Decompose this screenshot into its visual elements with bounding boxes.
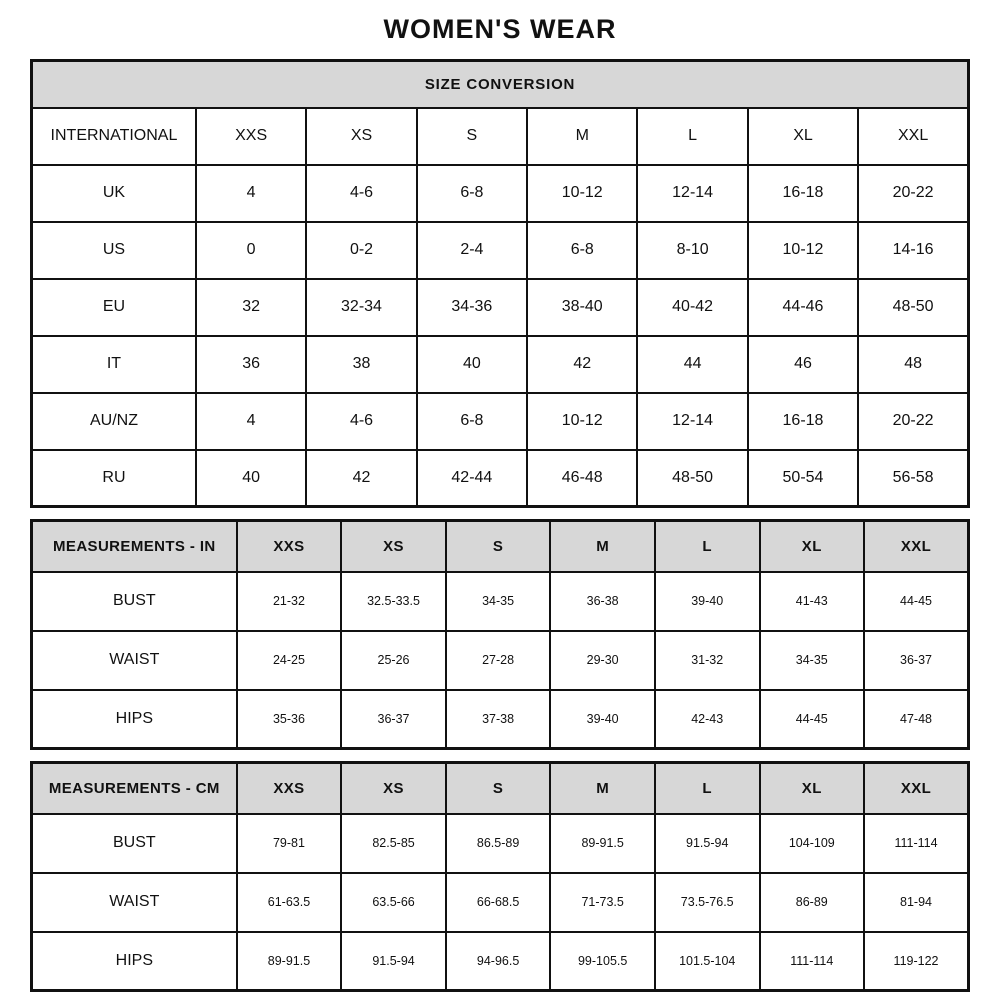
size-value-cell: 32 xyxy=(196,279,306,336)
table-row xyxy=(32,279,969,336)
size-value-cell: 50-54 xyxy=(748,450,858,507)
measurement-label: BUST xyxy=(32,572,237,631)
size-conversion-header: SIZE CONVERSION xyxy=(32,61,969,108)
measurement-value-cell: 101.5-104 xyxy=(655,932,760,991)
size-column-header: XXL xyxy=(864,521,968,572)
size-value-cell: 48-50 xyxy=(858,279,968,336)
table-row xyxy=(32,393,969,450)
measurement-value-cell: 86-89 xyxy=(760,873,865,932)
size-column-header: L xyxy=(655,763,760,814)
measurement-value-cell: 91.5-94 xyxy=(341,932,446,991)
measurement-value-cell: 79-81 xyxy=(237,814,342,873)
measurement-value-cell: 42-43 xyxy=(655,690,760,749)
size-value-cell: 38-40 xyxy=(527,279,637,336)
size-column-header: M xyxy=(527,108,637,165)
size-value-cell: 4 xyxy=(196,165,306,222)
size-value-cell: 40-42 xyxy=(637,279,747,336)
measurement-value-cell: 32.5-33.5 xyxy=(341,572,446,631)
measurement-value-cell: 63.5-66 xyxy=(341,873,446,932)
measurements-in-table xyxy=(30,519,970,750)
column-label: INTERNATIONAL xyxy=(32,108,196,165)
size-value-cell: 56-58 xyxy=(858,450,968,507)
region-label: AU/NZ xyxy=(32,393,196,450)
size-column-header: XXL xyxy=(858,108,968,165)
measurement-label: BUST xyxy=(32,814,237,873)
size-value-cell: 44 xyxy=(637,336,747,393)
measurement-value-cell: 47-48 xyxy=(864,690,968,749)
measurement-value-cell: 66-68.5 xyxy=(446,873,551,932)
table-header-row xyxy=(32,763,969,814)
table-row xyxy=(32,336,969,393)
measurement-value-cell: 36-38 xyxy=(550,572,655,631)
measurement-value-cell: 89-91.5 xyxy=(550,814,655,873)
table-row xyxy=(32,814,969,873)
table-header-row xyxy=(32,108,969,165)
size-value-cell: 20-22 xyxy=(858,393,968,450)
measurement-value-cell: 27-28 xyxy=(446,631,551,690)
size-value-cell: 16-18 xyxy=(748,165,858,222)
measurement-value-cell: 119-122 xyxy=(864,932,968,991)
size-column-header: XS xyxy=(306,108,416,165)
size-value-cell: 42-44 xyxy=(417,450,527,507)
size-value-cell: 40 xyxy=(196,450,306,507)
size-value-cell: 14-16 xyxy=(858,222,968,279)
measurement-label: WAIST xyxy=(32,873,237,932)
measurement-value-cell: 73.5-76.5 xyxy=(655,873,760,932)
measurement-value-cell: 41-43 xyxy=(760,572,865,631)
size-value-cell: 20-22 xyxy=(858,165,968,222)
size-value-cell: 10-12 xyxy=(748,222,858,279)
size-column-header: XL xyxy=(748,108,858,165)
size-value-cell: 0-2 xyxy=(306,222,416,279)
size-column-header: S xyxy=(417,108,527,165)
size-column-header: M xyxy=(550,521,655,572)
size-column-header: XXL xyxy=(864,763,968,814)
table-row xyxy=(32,165,969,222)
table-row xyxy=(32,932,969,991)
measurement-value-cell: 99-105.5 xyxy=(550,932,655,991)
measurement-value-cell: 35-36 xyxy=(237,690,342,749)
size-column-header: XXS xyxy=(237,763,342,814)
measurement-value-cell: 21-32 xyxy=(237,572,342,631)
measurement-value-cell: 71-73.5 xyxy=(550,873,655,932)
measurement-value-cell: 36-37 xyxy=(864,631,968,690)
measurement-value-cell: 39-40 xyxy=(655,572,760,631)
measurements-table-title: MEASUREMENTS - IN xyxy=(32,521,237,572)
measurement-label: HIPS xyxy=(32,932,237,991)
size-value-cell: 8-10 xyxy=(637,222,747,279)
size-column-header: L xyxy=(637,108,747,165)
size-value-cell: 38 xyxy=(306,336,416,393)
size-column-header: XS xyxy=(341,763,446,814)
table-row xyxy=(32,690,969,749)
table-row xyxy=(32,222,969,279)
size-value-cell: 12-14 xyxy=(637,393,747,450)
size-value-cell: 40 xyxy=(417,336,527,393)
size-value-cell: 48-50 xyxy=(637,450,747,507)
size-value-cell: 46 xyxy=(748,336,858,393)
measurement-value-cell: 25-26 xyxy=(341,631,446,690)
size-value-cell: 42 xyxy=(306,450,416,507)
size-value-cell: 42 xyxy=(527,336,637,393)
region-label: IT xyxy=(32,336,196,393)
size-column-header: XS xyxy=(341,521,446,572)
size-column-header: M xyxy=(550,763,655,814)
table-row xyxy=(32,572,969,631)
size-value-cell: 10-12 xyxy=(527,165,637,222)
size-value-cell: 12-14 xyxy=(637,165,747,222)
size-column-header: XXS xyxy=(196,108,306,165)
measurement-value-cell: 34-35 xyxy=(446,572,551,631)
measurement-value-cell: 36-37 xyxy=(341,690,446,749)
size-value-cell: 0 xyxy=(196,222,306,279)
size-value-cell: 4 xyxy=(196,393,306,450)
measurement-value-cell: 82.5-85 xyxy=(341,814,446,873)
measurement-value-cell: 91.5-94 xyxy=(655,814,760,873)
size-column-header: XXS xyxy=(237,521,342,572)
measurement-value-cell: 89-91.5 xyxy=(237,932,342,991)
measurement-value-cell: 111-114 xyxy=(760,932,865,991)
size-column-header: L xyxy=(655,521,760,572)
size-value-cell: 6-8 xyxy=(527,222,637,279)
measurement-value-cell: 24-25 xyxy=(237,631,342,690)
table-row xyxy=(32,631,969,690)
size-value-cell: 46-48 xyxy=(527,450,637,507)
size-value-cell: 6-8 xyxy=(417,393,527,450)
measurement-value-cell: 39-40 xyxy=(550,690,655,749)
size-value-cell: 36 xyxy=(196,336,306,393)
measurement-value-cell: 44-45 xyxy=(864,572,968,631)
page-title: WOMEN'S WEAR xyxy=(383,14,617,44)
measurement-value-cell: 94-96.5 xyxy=(446,932,551,991)
measurement-value-cell: 37-38 xyxy=(446,690,551,749)
table-header-row xyxy=(32,521,969,572)
size-value-cell: 10-12 xyxy=(527,393,637,450)
size-value-cell: 44-46 xyxy=(748,279,858,336)
region-label: US xyxy=(32,222,196,279)
measurement-value-cell: 61-63.5 xyxy=(237,873,342,932)
measurement-value-cell: 34-35 xyxy=(760,631,865,690)
size-value-cell: 32-34 xyxy=(306,279,416,336)
table-row xyxy=(32,61,969,108)
measurement-value-cell: 44-45 xyxy=(760,690,865,749)
size-value-cell: 34-36 xyxy=(417,279,527,336)
measurement-value-cell: 104-109 xyxy=(760,814,865,873)
region-label: RU xyxy=(32,450,196,507)
size-value-cell: 48 xyxy=(858,336,968,393)
size-value-cell: 4-6 xyxy=(306,393,416,450)
region-label: UK xyxy=(32,165,196,222)
table-row xyxy=(32,873,969,932)
measurement-value-cell: 29-30 xyxy=(550,631,655,690)
size-column-header: XL xyxy=(760,763,865,814)
size-conversion-table xyxy=(30,59,970,508)
size-value-cell: 4-6 xyxy=(306,165,416,222)
measurement-label: HIPS xyxy=(32,690,237,749)
size-value-cell: 6-8 xyxy=(417,165,527,222)
measurement-value-cell: 86.5-89 xyxy=(446,814,551,873)
measurements-cm-table xyxy=(30,761,970,992)
measurement-value-cell: 111-114 xyxy=(864,814,968,873)
measurement-value-cell: 31-32 xyxy=(655,631,760,690)
table-row xyxy=(32,450,969,507)
size-column-header: XL xyxy=(760,521,865,572)
measurement-value-cell: 81-94 xyxy=(864,873,968,932)
size-column-header: S xyxy=(446,521,551,572)
measurements-table-title: MEASUREMENTS - CM xyxy=(32,763,237,814)
size-value-cell: 16-18 xyxy=(748,393,858,450)
measurement-label: WAIST xyxy=(32,631,237,690)
size-column-header: S xyxy=(446,763,551,814)
size-value-cell: 2-4 xyxy=(417,222,527,279)
region-label: EU xyxy=(32,279,196,336)
